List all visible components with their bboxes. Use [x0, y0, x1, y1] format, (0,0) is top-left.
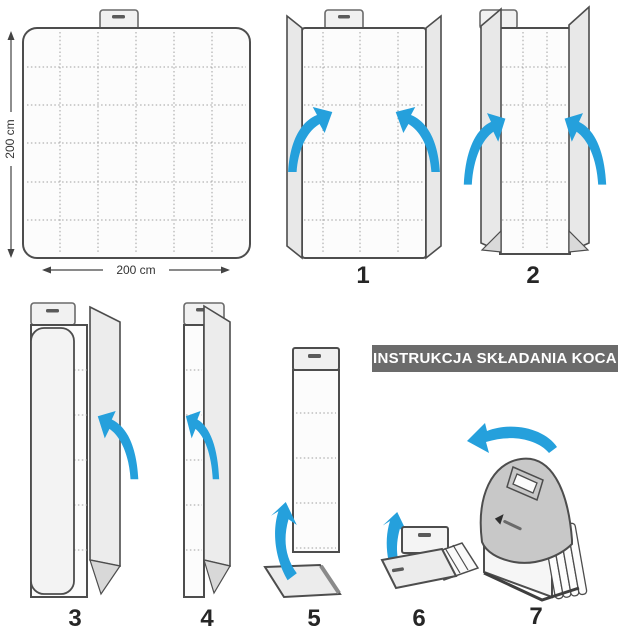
panel-step-3: [31, 303, 138, 597]
step-number-5: 5: [307, 605, 321, 632]
panel-step-4: [184, 303, 230, 597]
step-number-1: 1: [356, 262, 370, 289]
panel-unfolded-blanket: [8, 10, 251, 274]
arrowhead-up: [8, 31, 15, 40]
snap-dash: [112, 15, 125, 19]
panel-step-5: [265, 348, 340, 597]
blanket-strip: [293, 370, 339, 552]
corner-fold: [90, 560, 120, 594]
panel-step-7: [467, 423, 587, 600]
panel-step-1: [287, 10, 441, 258]
arrowhead-right: [221, 267, 230, 274]
corner-fold: [204, 560, 230, 593]
step-number-7: 7: [529, 603, 543, 630]
title-banner: INSTRUKCJA SKŁADANIA KOCA: [372, 345, 618, 372]
step-number-6: 6: [412, 605, 426, 632]
step-number-3: 3: [68, 605, 82, 632]
folded-front-flap: [31, 328, 74, 594]
blanket-strip: [184, 325, 204, 597]
panel-step-6: [382, 512, 478, 588]
step-number-2: 2: [526, 262, 540, 289]
arrowhead-left: [42, 267, 51, 274]
fold-arrow-icon: [467, 423, 557, 453]
height-dimension-label: 200 cm: [3, 119, 17, 159]
panel-step-2: [464, 7, 606, 254]
snap-tab: [31, 303, 75, 325]
snap-tab: [293, 348, 339, 370]
arrowhead-down: [8, 249, 15, 258]
step-number-4: 4: [200, 605, 214, 632]
width-dimension-label: 200 cm: [116, 263, 156, 277]
